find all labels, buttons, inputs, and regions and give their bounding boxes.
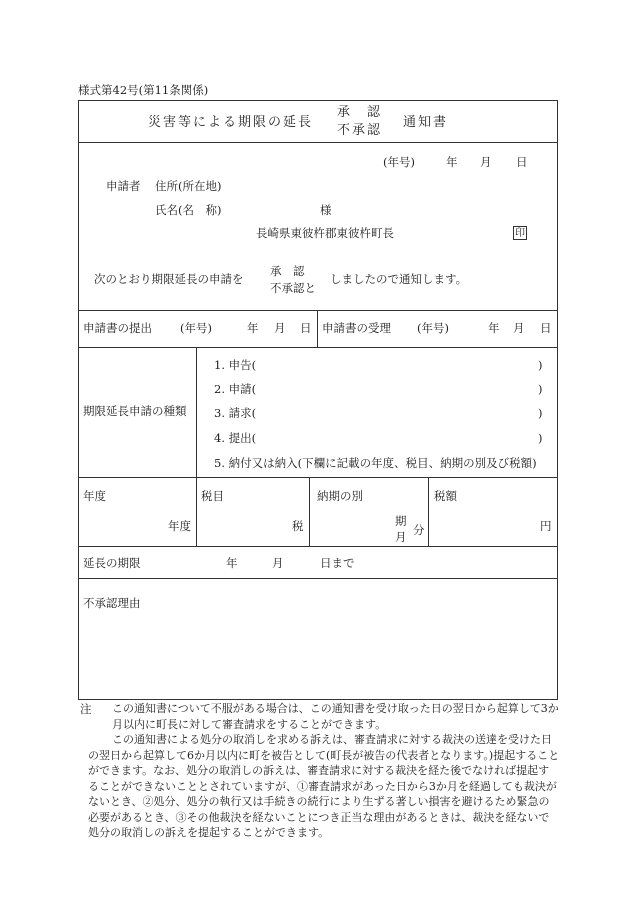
submit-month: 月 [274, 321, 286, 335]
extension-until: 日まで [320, 556, 355, 570]
type-item-2: 2. 申請( [214, 382, 257, 396]
statement-disapprove: 不承認と [270, 281, 316, 295]
divider [78, 142, 558, 143]
divider [78, 578, 558, 579]
name-label: 氏名(名 称) [155, 203, 222, 217]
extension-year: 年 [226, 556, 238, 570]
receive-month: 月 [513, 321, 525, 335]
notes-block [80, 701, 560, 841]
title-approve: 承 認 [337, 105, 383, 120]
col-period: 納期の別 [317, 489, 363, 503]
divider [309, 477, 310, 546]
divider [78, 546, 558, 547]
unit-year: 年度 [168, 519, 191, 533]
applicant-label: 申請者 [106, 179, 141, 193]
notes-prefix: 注 [80, 702, 92, 716]
divider [317, 310, 318, 347]
note-paragraph-2: この通知書による処分の取消しを求める訴えは、審査請求に対する裁決の送達を受けた日の翌日から起算して6か月以内に町を被告として(町長が被告の代表者となります。)提起することができます。なお、処分の取消しの訴えは、審査請求に対する裁決を経た後でなければ提起することができないこととされていますが、①審査請求があった日から3か月を経過しても裁決がないとき、②処分、処分の執行又は手続きの続行により生ずる著しい損害を避けるため緊急の必要があるとき、③その他裁決を経ないことにつき正当な理由があるときは、裁決を経ないで処分の取消しの訴えを提起することができます。 [88, 733, 560, 839]
type-close-3: ) [538, 406, 543, 420]
receive-year: 年 [488, 321, 500, 335]
address-label: 住所(所在地) [155, 179, 222, 193]
unit-yen: 円 [540, 519, 552, 533]
divider [196, 477, 197, 546]
unit-period-ki: 期 [395, 514, 407, 528]
col-amount: 税額 [434, 489, 457, 503]
statement-approve: 承 認 [270, 264, 305, 278]
receive-era: (年号) [417, 321, 449, 335]
issuer: 長崎県東彼杵郡東彼杵町長 [256, 226, 394, 240]
submit-day: 日 [300, 321, 312, 335]
title-suffix: 通知書 [403, 115, 449, 130]
statement-pre: 次のとおり期限延長の申請を [94, 272, 244, 286]
date-year: 年 [446, 155, 458, 169]
type-item-4: 4. 提出( [214, 431, 257, 445]
date-day: 日 [516, 155, 528, 169]
extension-label: 延長の期限 [83, 556, 141, 570]
seal-mark: 印 [515, 228, 525, 239]
divider [428, 477, 429, 546]
submit-era: (年号) [180, 321, 212, 335]
col-year: 年度 [83, 489, 106, 503]
divider [196, 347, 197, 477]
types-label: 期限延長申請の種類 [83, 404, 187, 418]
type-close-1: ) [538, 358, 543, 372]
unit-tax: 税 [292, 519, 304, 533]
type-item-1: 1. 申告( [214, 358, 257, 372]
date-month: 月 [480, 155, 492, 169]
type-item-3: 3. 請求( [214, 406, 257, 420]
col-item: 税目 [201, 489, 224, 503]
unit-period-bun: 分 [413, 523, 425, 537]
form-frame [78, 100, 558, 700]
type-close-4: ) [538, 431, 543, 445]
honorific: 様 [320, 203, 332, 217]
statement-post: しましたので通知します。 [330, 272, 468, 286]
extension-month: 月 [272, 556, 284, 570]
type-item-5: 5. 納付又は納入(下欄に記載の年度、税目、納期の別及び税額) [214, 456, 537, 470]
note-paragraph-1: この通知書について不服がある場合は、この通知書を受け取った日の翌日から起算して3か月以内に町長に対して審査請求をすることができます。 [112, 702, 559, 731]
form-number: 様式第42号(第11条関係) [78, 83, 209, 97]
divider [78, 347, 558, 348]
date-era: (年号) [383, 155, 415, 169]
title-disapprove: 不承認 [337, 123, 383, 138]
receive-label: 申請書の受理 [322, 321, 391, 335]
divider [78, 477, 558, 478]
submit-label: 申請書の提出 [83, 321, 152, 335]
unit-period-tsuki: 月 [395, 530, 407, 544]
title-main: 災害等による期限の延長 [148, 115, 314, 130]
type-close-2: ) [538, 382, 543, 396]
reason-label: 不承認理由 [83, 596, 141, 610]
submit-year: 年 [247, 321, 259, 335]
divider [78, 310, 558, 311]
receive-day: 日 [540, 321, 552, 335]
